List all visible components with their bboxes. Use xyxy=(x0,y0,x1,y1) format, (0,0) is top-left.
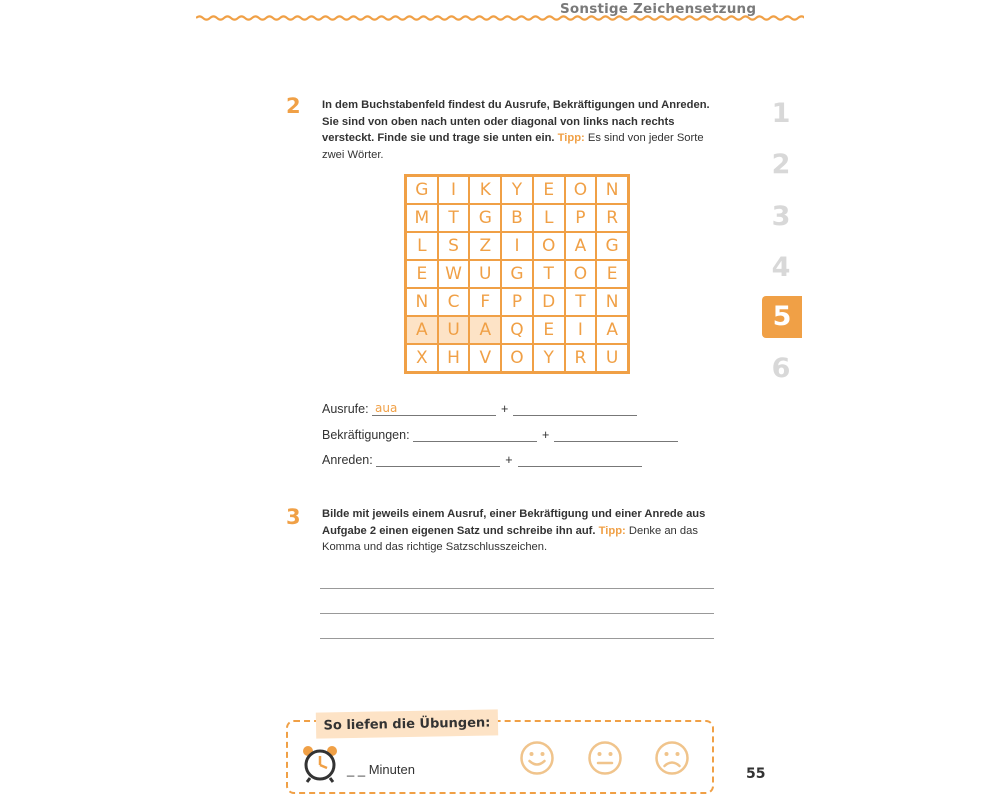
task-2-number: 2 xyxy=(286,94,301,118)
happy-face-icon[interactable] xyxy=(519,740,555,776)
grid-cell: P xyxy=(501,288,533,316)
grid-cell: M xyxy=(406,204,438,232)
grid-cell: N xyxy=(596,176,628,204)
grid-cell: Q xyxy=(501,316,533,344)
chapter-tab-4[interactable]: 4 xyxy=(771,252,791,283)
grid-cell: S xyxy=(438,232,470,260)
grid-cell: G xyxy=(501,260,533,288)
bekraeftigungen-label: Bekräftigungen: xyxy=(322,428,410,442)
grid-cell: Z xyxy=(469,232,501,260)
answer-row-ausrufe xyxy=(322,401,637,416)
grid-cell: O xyxy=(533,232,565,260)
grid-cell: Y xyxy=(501,176,533,204)
chapter-tab-3[interactable]: 3 xyxy=(771,201,791,232)
chapter-tab-6[interactable]: 6 xyxy=(771,353,791,384)
grid-cell: P xyxy=(565,204,597,232)
task-3-tip-label: Tipp: xyxy=(598,524,626,537)
task-3-instructions xyxy=(322,506,712,556)
grid-cell: D xyxy=(533,288,565,316)
grid-cell: K xyxy=(469,176,501,204)
minutes-label: Minuten xyxy=(368,762,415,777)
grid-cell: A xyxy=(406,316,438,344)
grid-cell: C xyxy=(438,288,470,316)
grid-cell: X xyxy=(406,344,438,372)
grid-cell: G xyxy=(596,232,628,260)
plus-sign: + xyxy=(542,428,550,442)
grid-cell: O xyxy=(565,176,597,204)
task-3-tip-text: Denke an das Komma und das richtige Satzschlusszeichen. xyxy=(322,524,698,553)
feedback-label: So liefen die Übungen: xyxy=(316,709,498,738)
grid-cell: I xyxy=(438,176,470,204)
grid-cell: U xyxy=(596,344,628,372)
grid-cell: B xyxy=(501,204,533,232)
letter-grid xyxy=(404,174,630,374)
grid-cell: I xyxy=(565,316,597,344)
task-2-tip-text: Es sind von jeder Sorte zwei Wörter. xyxy=(322,132,704,161)
grid-cell: H xyxy=(438,344,470,372)
ausrufe-example-answer: aua xyxy=(375,401,398,415)
grid-cell: O xyxy=(565,260,597,288)
answer-row-bekraeftigungen xyxy=(322,427,678,442)
task-2-instructions xyxy=(322,97,712,163)
task-3-number: 3 xyxy=(286,505,301,529)
grid-cell: A xyxy=(469,316,501,344)
grid-cell: I xyxy=(501,232,533,260)
grid-cell: O xyxy=(501,344,533,372)
ausrufe-label: Ausrufe: xyxy=(322,402,369,416)
grid-cell: R xyxy=(565,344,597,372)
grid-cell: E xyxy=(406,260,438,288)
writing-line[interactable] xyxy=(320,588,714,589)
anreden-label: Anreden: xyxy=(322,453,373,467)
task-3-text: Bilde mit jeweils einem Ausruf, einer Bekräftigung und einer Anrede aus Aufgabe 2 einen eigenen Satz und schreibe ihn auf. xyxy=(322,508,706,537)
grid-cell: G xyxy=(406,176,438,204)
grid-cell: E xyxy=(596,260,628,288)
grid-cell: F xyxy=(469,288,501,316)
chapter-tab-1[interactable]: 1 xyxy=(771,98,791,129)
anreden-answer-line-2[interactable] xyxy=(518,452,642,467)
ausrufe-answer-line-2[interactable] xyxy=(513,401,637,416)
answer-row-anreden xyxy=(322,452,642,467)
grid-cell: A xyxy=(565,232,597,260)
anreden-answer-line-1[interactable] xyxy=(376,452,500,467)
grid-cell: T xyxy=(438,204,470,232)
grid-cell: A xyxy=(596,316,628,344)
minutes-blank[interactable]: _ _ xyxy=(347,762,366,777)
grid-cell: U xyxy=(438,316,470,344)
grid-cell: V xyxy=(469,344,501,372)
grid-cell: T xyxy=(565,288,597,316)
alarm-clock-icon xyxy=(300,743,340,783)
grid-cell: E xyxy=(533,176,565,204)
grid-cell: G xyxy=(469,204,501,232)
grid-cell: E xyxy=(533,316,565,344)
grid-cell: N xyxy=(406,288,438,316)
sad-face-icon[interactable] xyxy=(654,740,690,776)
grid-cell: R xyxy=(596,204,628,232)
chapter-tab-5-active[interactable]: 5 xyxy=(762,296,802,338)
grid-cell: W xyxy=(438,260,470,288)
bekraeftigungen-answer-line-1[interactable] xyxy=(413,427,537,442)
grid-cell: L xyxy=(406,232,438,260)
page-number: 55 xyxy=(746,766,766,782)
plus-sign: + xyxy=(505,453,513,467)
chapter-title: Sonstige Zeichensetzung xyxy=(560,1,757,17)
minutes-field xyxy=(347,762,415,777)
plus-sign: + xyxy=(501,402,509,416)
bekraeftigungen-answer-line-2[interactable] xyxy=(554,427,678,442)
ausrufe-answer-line-1[interactable] xyxy=(372,401,496,416)
writing-line[interactable] xyxy=(320,613,714,614)
grid-cell: U xyxy=(469,260,501,288)
writing-line[interactable] xyxy=(320,638,714,639)
grid-cell: N xyxy=(596,288,628,316)
task-2-tip-label: Tipp: xyxy=(557,132,585,144)
chapter-tab-2[interactable]: 2 xyxy=(771,149,791,180)
grid-cell: L xyxy=(533,204,565,232)
task-2-text: In dem Buchstabenfeld findest du Ausrufe, Bekräftigungen und Anreden. Sie sind von oben nach unten oder diagonal von links nach rechts versteckt. Finde sie und trage sie unten ein. xyxy=(322,99,710,144)
grid-cell: T xyxy=(533,260,565,288)
grid-cell: Y xyxy=(533,344,565,372)
neutral-face-icon[interactable] xyxy=(587,740,623,776)
